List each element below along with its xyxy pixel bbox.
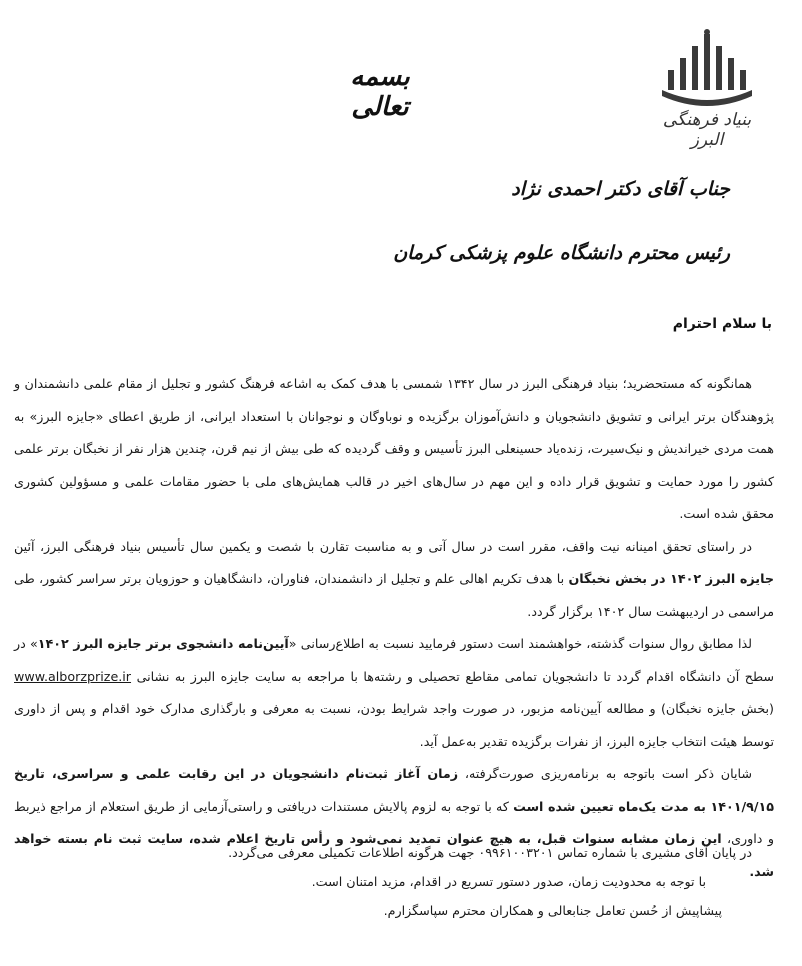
paragraph-2-text-b: با هدف تکریم اهالی علم و تجلیل از دانشمندان، فناوران، دانشگاهیان و حوزویان برتر سراسر کشور، طی مراسمی در اردیبهشت سال ۱۴۰۲ برگزار گردد. <box>14 571 774 619</box>
paragraph-3-text-a: لذا مطابق روال سنوات گذشته، خواهشمند است دستور فرمایید نسبت به اطلاع‌رسانی « <box>288 636 753 651</box>
invocation-heading: بسمه تعالی <box>350 62 410 122</box>
paragraph-4-bold-1: زمان آغاز ثبت‌نام دانشجویان در این رقابت علمی و سراسری، تاریخ ۱۴۰۱/۹/۱۵ به مدت یک‌ماه تعیین شده است <box>14 766 774 814</box>
recipient-name: جناب آقای دکتر احمدی نژاد <box>511 178 730 200</box>
closing-line-3: پیشاپیش از حُسن تعامل جنابعالی و همکاران محترم سپاسگزارم. <box>383 903 722 918</box>
closing-line-2: با توجه به محدودیت زمان، صدور دستور تسریع در اقدام، مزید امتنان است. <box>311 874 706 889</box>
paragraph-1: همانگونه که مستحضرید؛ بنیاد فرهنگی البرز در سال ۱۳۴۲ شمسی با هدف کمک به اشاعه فرهنگ کشور و تجلیل از مقام علمی دانشمندان و پژوهندگان برتر ایرانی و تشویق دانشجویان و دانش‌آموزان برگزیده و نوباوگان و نوجوانان با استعداد ایرانی، از طریق اعطای «جایزه البرز» به همت مردی خیراندیش و نیک‌سیرت، زنده‌یاد حسینعلی البرز تأسیس و وقف گردیده که طی بیش از نیم قرن، چندین هزار نفر از نخبگان برتر علمی کشور را مورد حمایت و تشویق قرار داده و این مهم در سال‌های اخیر در قالب همایش‌های ملی با حضور مقامات علمی و مسؤولین کشوری محقق شده است. <box>14 376 774 521</box>
letter-body <box>14 368 774 888</box>
foundation-logo <box>652 28 762 148</box>
paragraph-4-text-b: که با توجه به لزوم پالایش مستندات دریافتی و راستی‌آزمایی از طریق استعلام از مراجع ذیربط و داوری، <box>14 798 774 846</box>
logo-text: بنیاد فرهنگی البرز <box>662 110 752 150</box>
logo-emblem-icon <box>652 28 762 110</box>
paragraph-4-bold-2: این زمان مشابه سنوات قبل، به هیچ عنوان تمدید نمی‌شود و رأس تاریخ اعلام شده، سایت ثبت نام بسته خواهد شد. <box>14 831 774 879</box>
closing-line-1: در پایان آقای مشیری با شماره تماس ۰۹۹۶۱۰۰۳۲۰۱ جهت هرگونه اطلاعات تکمیلی معرفی می‌گردد. <box>228 845 752 860</box>
paragraph-3-bold: آیین‌نامه دانشجوی برتر جایزه البرز ۱۴۰۲ <box>37 636 289 651</box>
paragraph-2 <box>14 531 774 629</box>
paragraph-3 <box>14 628 774 758</box>
redacted-area-bottom <box>14 862 240 966</box>
paragraph-4-text-a: شایان ذکر است باتوجه به برنامه‌ریزی صورت‌گرفته، <box>464 766 752 781</box>
paragraph-2-text-a: در راستای تحقق امینانه نیت واقف، مقرر است در سال آتی و به مناسبت تقارن با شصت و یکمین سال تأسیس بنیاد فرهنگی البرز، آئین <box>14 538 752 554</box>
paragraph-3-text-c: (بخش جایزه نخبگان) و مطالعه آیین‌نامه مزبور، در صورت واجد شرایط بودن، نسبت به معرفی و بارگذاری مدارک خود اقدام و پس از داوری توسط هیئت انتخاب جایزه البرز، از نفرات برگزیده تقدیر به‌عمل آید. <box>14 701 774 749</box>
recipient-title: رئیس محترم دانشگاه علوم پزشکی کرمان <box>393 242 730 264</box>
paragraph-2-bold: جایزه البرز ۱۴۰۲ در بخش نخبگان <box>568 571 774 586</box>
redacted-area-top <box>10 24 186 166</box>
website-link[interactable]: www.alborzprize.ir <box>14 668 132 684</box>
paragraph-3-text-b: » در سطح آن دانشگاه اقدام گردد تا دانشجویان تمامی مقاطع تحصیلی و رشته‌ها با مراجعه به سایت جایزه البرز به نشانی <box>14 636 774 684</box>
greeting: با سلام احترام <box>672 316 772 332</box>
